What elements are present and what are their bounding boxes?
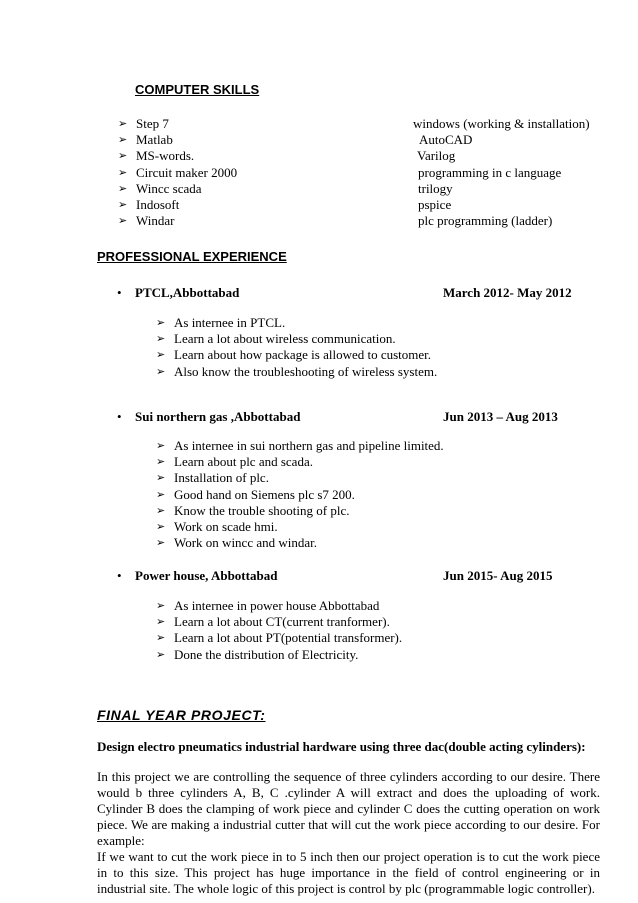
duty-item: Work on scade hmi. xyxy=(174,519,278,534)
skill-item: windows (working & installation) xyxy=(413,116,590,131)
duty-item: Work on wincc and windar. xyxy=(174,535,317,551)
duty-item: As internee in PTCL. xyxy=(174,315,286,330)
duty-item: Learn about how package is allowed to customer. xyxy=(174,347,432,363)
skill-item: pspice xyxy=(418,197,452,212)
arrow-bullet-icon: ➢ xyxy=(156,332,166,346)
project-description: In this project we are controlling the sequence of three cylinders according to our desire. There would b three cylinders A, B, C .cylinder A will extract and does the uploading of work. Cylinder B does the clamping of work piece and cylinder C does the cutting operation on work piece. We are making a industrial cutter that will cut the work piece according to our desire. For example: xyxy=(97,769,600,848)
duty-item: Learn a lot about wireless communication. xyxy=(174,331,396,347)
arrow-bullet-icon: ➢ xyxy=(156,364,166,378)
arrow-bullet-icon: ➢ xyxy=(156,647,166,661)
duty-item: Learn a lot about PT(potential transformer). xyxy=(174,630,403,646)
duty-item: Learn a lot about CT(current tranformer). xyxy=(174,614,390,630)
arrow-bullet-icon: ➢ xyxy=(156,631,166,645)
job-employer: Sui northern gas ,Abbottabad xyxy=(135,409,301,424)
arrow-bullet-icon: ➢ xyxy=(156,455,166,469)
computer-skills-heading: COMPUTER SKILLS xyxy=(135,82,260,97)
duty-item: Learn about plc and scada. xyxy=(174,454,313,470)
skill-item: Step 7 xyxy=(136,116,169,131)
skill-item: programming in c language xyxy=(418,164,562,180)
arrow-bullet-icon: ➢ xyxy=(156,599,166,612)
skill-item: Wincc scada xyxy=(136,180,202,196)
arrow-bullet-icon: ➢ xyxy=(118,165,128,179)
arrow-bullet-icon: ➢ xyxy=(156,615,166,629)
skill-item: Circuit maker 2000 xyxy=(136,164,238,180)
job-dates: Jun 2013 – Aug 2013 xyxy=(443,409,558,424)
duty-item: As internee in sui northern gas and pipeline limited. xyxy=(174,438,444,453)
arrow-bullet-icon: ➢ xyxy=(118,117,128,130)
duty-item: Also know the troubleshooting of wireless system. xyxy=(174,363,438,379)
arrow-bullet-icon: ➢ xyxy=(156,471,166,485)
arrow-bullet-icon: ➢ xyxy=(156,503,166,517)
skill-item: trilogy xyxy=(418,180,453,196)
project-title: Design electro pneumatics industrial hardware using three dac(double acting cylinders): xyxy=(97,739,586,754)
arrow-bullet-icon: ➢ xyxy=(156,520,166,533)
arrow-bullet-icon: ➢ xyxy=(118,214,128,228)
skill-item: MS-words. xyxy=(136,148,195,164)
project-description-continued: If we want to cut the work piece in to 5 inch then our project operation is to cut the work piece in to this size. This project has huge importance in the field of control engineering or in industrial site. The whole logic of this project is control by plc (programmable logic controller). xyxy=(97,849,600,896)
round-bullet-icon: • xyxy=(117,285,122,300)
arrow-bullet-icon: ➢ xyxy=(156,487,166,501)
final-year-project-heading: FINAL YEAR PROJECT: xyxy=(97,707,266,723)
duty-item: Done the distribution of Electricity. xyxy=(174,646,359,662)
duty-item: As internee in power house Abbottabad xyxy=(174,598,380,613)
job-dates: Jun 2015- Aug 2015 xyxy=(443,568,553,583)
arrow-bullet-icon: ➢ xyxy=(156,316,166,329)
arrow-bullet-icon: ➢ xyxy=(118,198,128,211)
duty-item: Installation of plc. xyxy=(174,470,269,486)
arrow-bullet-icon: ➢ xyxy=(118,133,128,147)
skill-item: Varilog xyxy=(417,148,456,164)
round-bullet-icon: • xyxy=(117,409,122,424)
skill-item: Indosoft xyxy=(136,197,180,212)
job-employer: Power house, Abbottabad xyxy=(135,568,278,583)
job-dates: March 2012- May 2012 xyxy=(443,285,572,300)
skill-item: plc programming (ladder) xyxy=(418,213,553,229)
professional-experience-heading: PROFESSIONAL EXPERIENCE xyxy=(97,249,287,264)
skill-item: Matlab xyxy=(136,132,173,148)
duty-item: Good hand on Siemens plc s7 200. xyxy=(174,486,355,502)
job-employer: PTCL,Abbottabad xyxy=(135,285,240,300)
arrow-bullet-icon: ➢ xyxy=(156,536,166,550)
round-bullet-icon: • xyxy=(117,568,122,583)
skill-item: Windar xyxy=(136,213,175,229)
arrow-bullet-icon: ➢ xyxy=(156,348,166,362)
skill-item: AutoCAD xyxy=(419,132,473,148)
arrow-bullet-icon: ➢ xyxy=(118,149,128,163)
arrow-bullet-icon: ➢ xyxy=(156,439,166,452)
duty-item: Know the trouble shooting of plc. xyxy=(174,502,350,518)
arrow-bullet-icon: ➢ xyxy=(118,181,128,195)
